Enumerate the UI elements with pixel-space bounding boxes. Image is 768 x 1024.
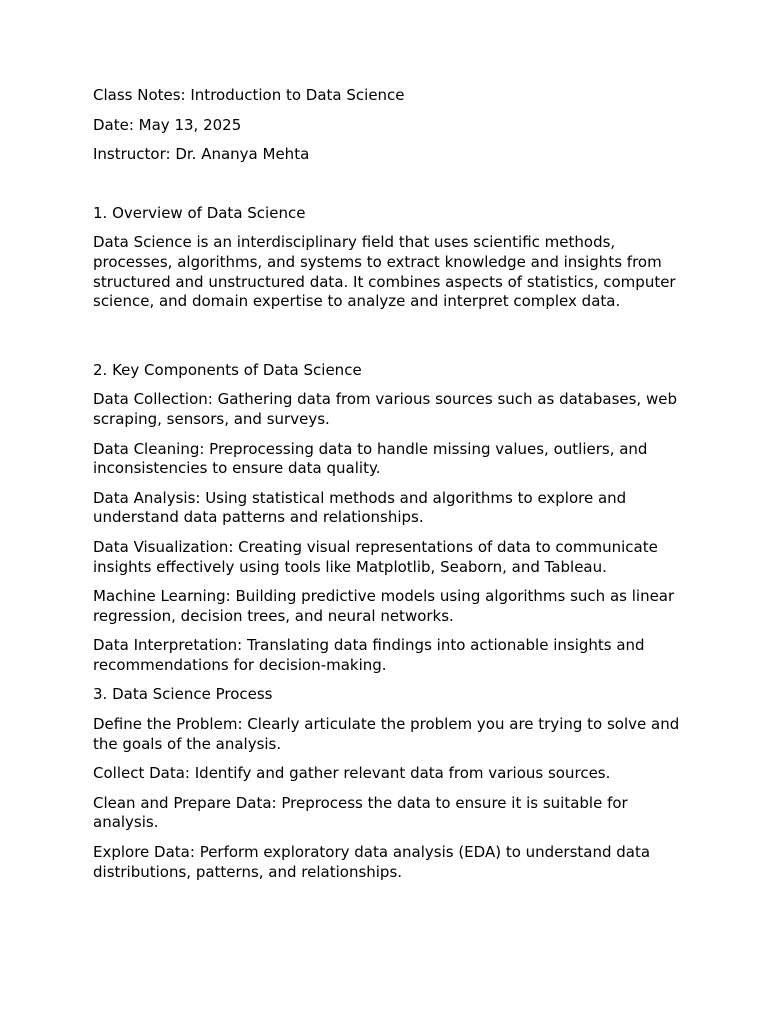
process-item-explore-data: Explore Data: Perform exploratory data analysis (EDA) to understand data distributions, patterns, and relationships.	[93, 843, 651, 881]
component-item-data-visualization: Data Visualization: Creating visual representations of data to communicate insights effectively using tools like Matplotlib, Seaborn, and Tableau.	[93, 537, 658, 576]
component-item-data-cleaning: Data Cleaning: Preprocessing data to handle missing values, outliers, and inconsistencies to ensure data quality.	[93, 439, 648, 478]
process-item-define-problem: Define the Problem: Clearly articulate the problem you are trying to solve and the goals of the analysis.	[93, 715, 680, 753]
section-heading-components: 2. Key Components of Data Science	[93, 360, 362, 379]
process-item-clean-prepare: Clean and Prepare Data: Preprocess the data to ensure it is suitable for analysis.	[93, 793, 628, 832]
document-page	[93, 86, 683, 892]
overview-paragraph: Data Science is an interdisciplinary field that uses scientific methods, processes, algorithms, and systems to extract knowledge and insights from structured and unstructured data. It combines aspects of statistics, computer science, and domain expertise to analyze and interpret complex data.	[93, 233, 676, 311]
document-instructor: Instructor: Dr. Ananya Mehta	[93, 145, 310, 164]
component-item-data-interpretation: Data Interpretation: Translating data findings into actionable insights and recommendations for decision-making.	[93, 636, 645, 674]
spacer	[93, 322, 683, 361]
section-heading-process: 3. Data Science Process	[93, 685, 273, 704]
document-title: Class Notes: Introduction to Data Science	[93, 86, 405, 104]
component-item-data-collection: Data Collection: Gathering data from various sources such as databases, web scraping, sensors, and surveys.	[93, 390, 677, 428]
process-item-collect-data: Collect Data: Identify and gather relevant data from various sources.	[93, 764, 611, 783]
document-date: Date: May 13, 2025	[93, 115, 242, 134]
component-item-data-analysis: Data Analysis: Using statistical methods and algorithms to explore and understand data patterns and relationships.	[93, 488, 627, 527]
component-item-machine-learning: Machine Learning: Building predictive models using algorithms such as linear regression, decision trees, and neural networks.	[93, 587, 675, 625]
section-heading-overview: 1. Overview of Data Science	[93, 203, 306, 222]
spacer	[93, 175, 683, 204]
